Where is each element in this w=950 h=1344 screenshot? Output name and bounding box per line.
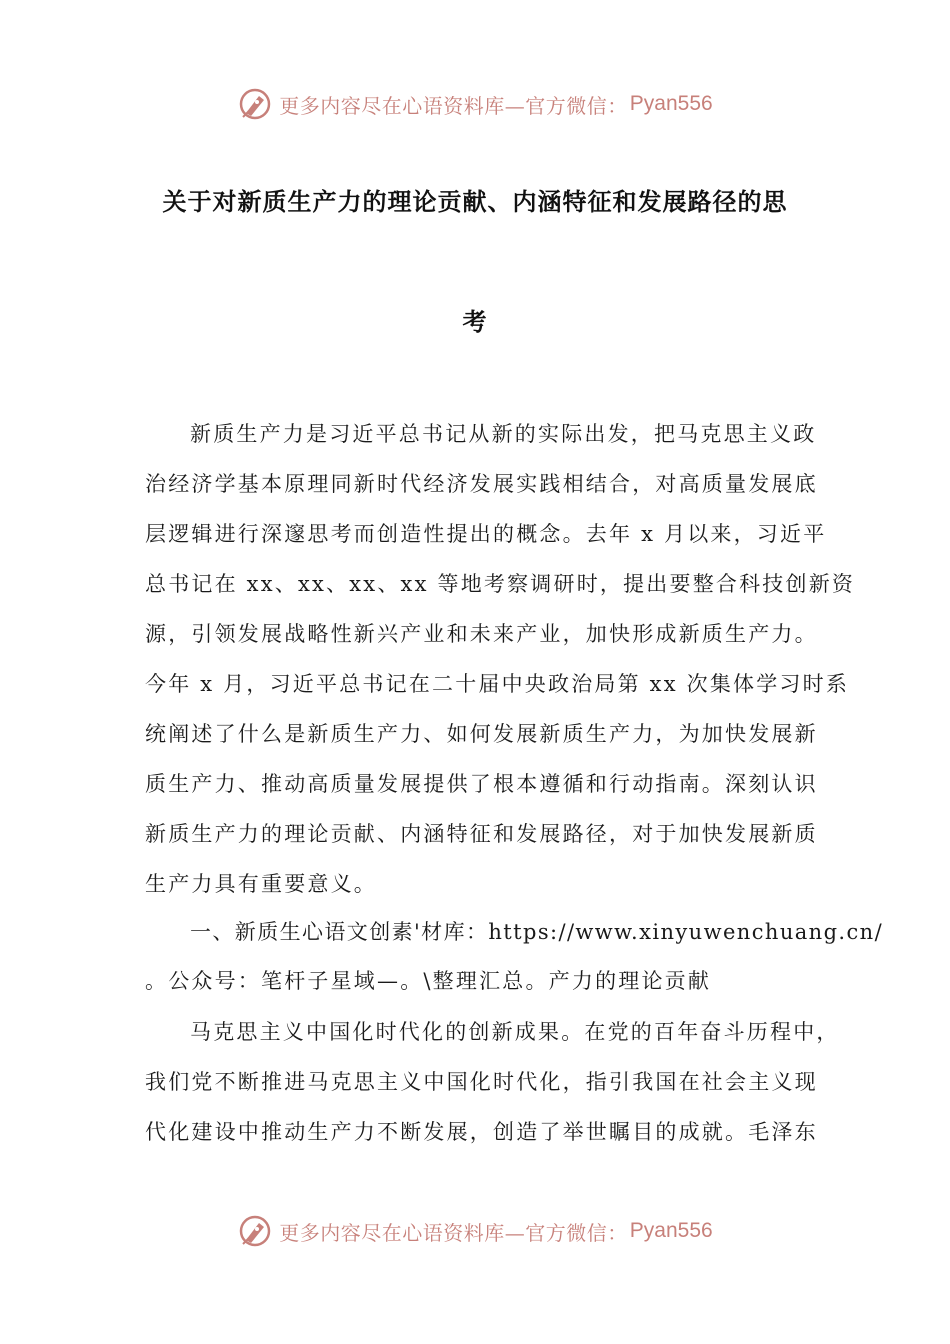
- paragraph-line: 。公众号：笔杆子星域—。\整理汇总。产力的理论贡献: [145, 969, 712, 993]
- watermark-banner-top: [0, 84, 950, 124]
- paragraph-line: 我们党不断推进马克思主义中国化时代化，指引我国在社会主义现: [145, 1070, 818, 1094]
- paragraph-line: 层逻辑进行深邃思考而创造性提出的概念。去年 x 月以来，习近平: [145, 522, 827, 546]
- document-title-line-1: 关于对新质生产力的理论贡献、内涵特征和发展路径的思: [162, 187, 788, 216]
- paragraph-line: 新质生产力是习近平总书记从新的实际出发，把马克思主义政: [190, 422, 817, 446]
- paragraph-line: 生产力具有重要意义。: [145, 872, 377, 896]
- paragraph-line: 今年 x 月，习近平总书记在二十届中央政治局第 xx 次集体学习时系: [145, 672, 850, 696]
- watermark-wechat-id: Pyan556: [629, 1219, 713, 1242]
- paragraph-line: 源，引领发展战略性新兴产业和未来产业，加快形成新质生产力。: [145, 622, 818, 646]
- paragraph-line: 统阐述了什么是新质生产力、如何发展新质生产力，为加快发展新: [145, 722, 818, 746]
- document-title-line-2: 考: [462, 307, 488, 336]
- paragraph-line: 总书记在 xx、xx、xx、xx 等地考察调研时，提出要整合科技创新资: [145, 572, 856, 596]
- pen-nib-logo-icon: [237, 86, 273, 122]
- paragraph-line: 质生产力、推动高质量发展提供了根本遵循和行动指南。深刻认识: [145, 772, 818, 796]
- paragraph-line: 治经济学基本原理同新时代经济发展实践相结合，对高质量发展底: [145, 472, 818, 496]
- watermark-wechat-id: Pyan556: [629, 92, 713, 115]
- paragraph-line: 新质生产力的理论贡献、内涵特征和发展路径，对于加快发展新质: [145, 822, 818, 846]
- paragraph-line: 马克思主义中国化时代化的创新成果。在党的百年奋斗历程中，: [190, 1020, 840, 1044]
- watermark-banner-bottom: [0, 1211, 950, 1251]
- paragraph-line: 代化建设中推动生产力不断发展，创造了举世瞩目的成就。毛泽东: [145, 1120, 818, 1144]
- pen-nib-logo-icon: [237, 1213, 273, 1249]
- section-heading-line: 一、新质生心语文创素'材库：https://www.xinyuwenchuang.cn/: [190, 920, 884, 944]
- watermark-text: 更多内容尽在心语资料库—官方微信：: [279, 1220, 628, 1245]
- watermark-text: 更多内容尽在心语资料库—官方微信：: [279, 93, 628, 118]
